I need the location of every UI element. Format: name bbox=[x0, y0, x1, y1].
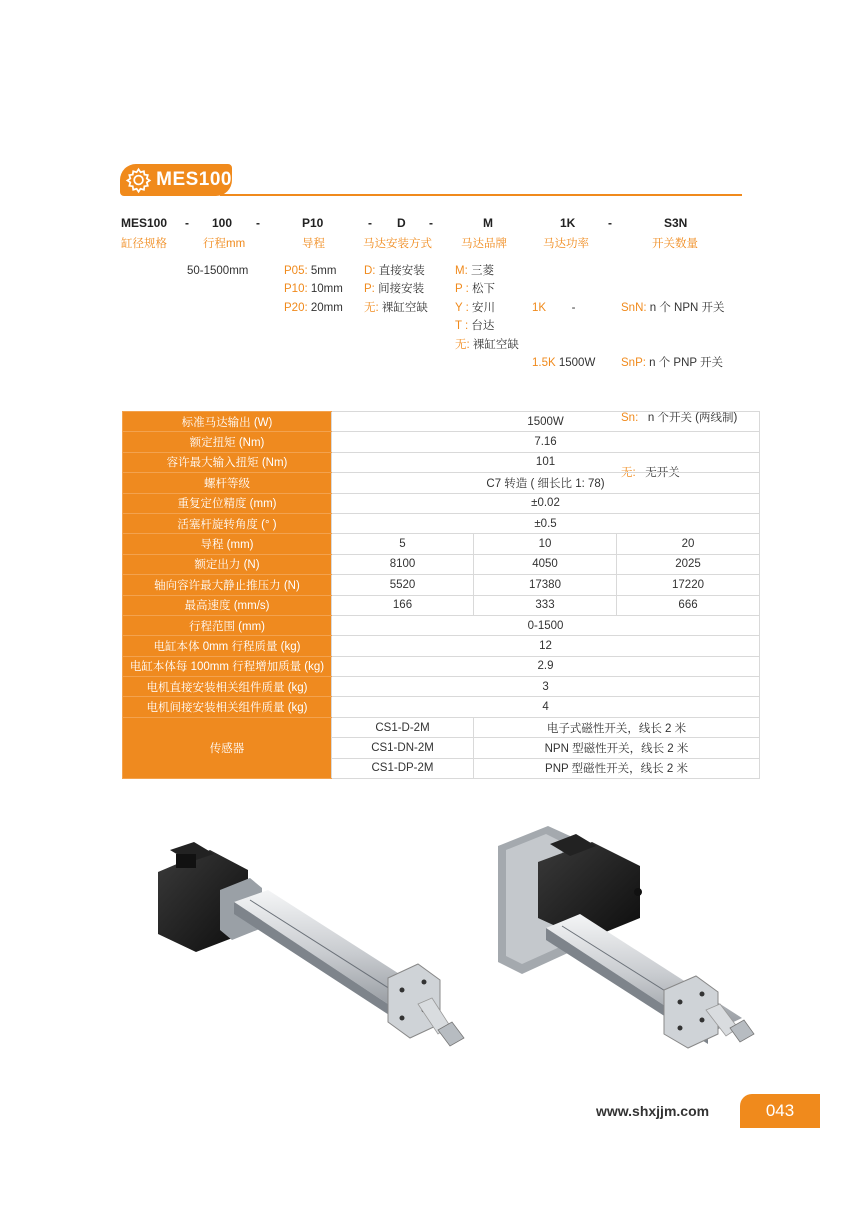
sensor-model: CS1-D-2M bbox=[332, 717, 474, 737]
code-part: S3N bbox=[664, 216, 688, 230]
spec-label: 重复定位精度 (mm) bbox=[123, 493, 332, 513]
table-row bbox=[123, 534, 760, 554]
option-value: - bbox=[546, 301, 576, 314]
code-part: M bbox=[483, 216, 493, 230]
sensor-desc: PNP 型磁性开关，线长 2 米 bbox=[474, 758, 760, 778]
spec-value: 5 bbox=[332, 534, 474, 554]
code-caption: 马达品牌 bbox=[461, 238, 507, 250]
option-value: n 个开关 (两线制) bbox=[638, 412, 738, 425]
website-url: www.shxjjm.com bbox=[596, 1103, 710, 1119]
option-key: SnN: bbox=[621, 301, 647, 314]
option-key: 1.5K bbox=[532, 357, 556, 370]
spec-label: 电缸本体 0mm 行程质量 (kg) bbox=[123, 636, 332, 656]
spec-value: 0-1500 bbox=[332, 615, 760, 635]
code-caption: 马达功率 bbox=[543, 238, 589, 250]
code-caption: 导程 bbox=[302, 238, 325, 250]
page-number: 043 bbox=[740, 1094, 820, 1128]
option-key: D: bbox=[364, 265, 376, 277]
product-image-direct bbox=[150, 840, 480, 1060]
spec-value: 10 bbox=[474, 534, 617, 554]
spec-value: 666 bbox=[617, 595, 760, 615]
sensor-model: CS1-DN-2M bbox=[332, 738, 474, 758]
code-part: D bbox=[397, 216, 406, 230]
spec-value: 20 bbox=[617, 534, 760, 554]
spec-label: 电缸本体每 100mm 行程增加质量 (kg) bbox=[123, 656, 332, 676]
spec-label: 电机间接安装相关组件质量 (kg) bbox=[123, 697, 332, 717]
spec-value: ±0.02 bbox=[332, 493, 760, 513]
table-row bbox=[123, 432, 760, 452]
option-value: 裸缸空缺 bbox=[378, 301, 428, 314]
table-row bbox=[123, 636, 760, 656]
code-part: - bbox=[256, 216, 260, 230]
spec-value: 2.9 bbox=[332, 656, 760, 676]
stroke-option bbox=[187, 262, 248, 280]
lead-options bbox=[284, 262, 343, 317]
spec-label: 最高速度 (mm/s) bbox=[123, 595, 332, 615]
table-row bbox=[123, 554, 760, 574]
spec-label: 容许最大输入扭矩 (Nm) bbox=[123, 452, 332, 472]
table-row bbox=[123, 513, 760, 533]
option-key: T : bbox=[455, 320, 469, 333]
table-row bbox=[123, 697, 760, 717]
spec-label: 行程范围 (mm) bbox=[123, 615, 332, 635]
code-part: MES100 bbox=[121, 216, 168, 230]
option-value: 5mm bbox=[307, 265, 337, 277]
spec-value: 17380 bbox=[474, 575, 617, 595]
option-value: 20mm bbox=[307, 301, 343, 314]
code-caption: 马达安装方式 bbox=[363, 238, 432, 250]
table-row bbox=[123, 412, 760, 432]
code-part: - bbox=[608, 216, 612, 230]
table-row bbox=[123, 677, 760, 697]
option-value: 安川 bbox=[468, 301, 496, 314]
title-badge bbox=[120, 164, 232, 196]
option-key: P05: bbox=[284, 265, 308, 277]
spec-value: 7.16 bbox=[332, 432, 760, 452]
option-value: 10mm bbox=[307, 283, 343, 296]
option-key: 无: bbox=[621, 467, 636, 480]
code-part: 1K bbox=[560, 216, 576, 230]
page-title: MES100 bbox=[156, 169, 232, 190]
power-options bbox=[532, 262, 595, 391]
spec-value: 3 bbox=[332, 677, 760, 697]
option-key: SnP: bbox=[621, 357, 646, 370]
spec-value: 2025 bbox=[617, 554, 760, 574]
table-row bbox=[123, 575, 760, 595]
sensor-model: CS1-DP-2M bbox=[332, 758, 474, 778]
spec-value: 1500W bbox=[332, 412, 760, 432]
spec-value: 5520 bbox=[332, 575, 474, 595]
table-row bbox=[123, 473, 760, 493]
spec-value: 4050 bbox=[474, 554, 617, 574]
option-value: 裸缸空缺 bbox=[469, 338, 519, 351]
table-row bbox=[123, 717, 760, 737]
spec-table bbox=[122, 411, 760, 779]
option-value: 1500W bbox=[555, 357, 596, 370]
code-part: P10 bbox=[302, 216, 324, 230]
option-value: 松下 bbox=[468, 283, 496, 296]
spec-value: C7 转造 ( 细长比 1: 78) bbox=[332, 473, 760, 493]
option-value: 无开关 bbox=[635, 467, 680, 480]
spec-label: 传感器 bbox=[123, 717, 332, 778]
product-image-indirect bbox=[492, 822, 772, 1052]
sensor-desc: NPN 型磁性开关，线长 2 米 bbox=[474, 738, 760, 758]
sensor-desc: 电子式磁性开关，线长 2 米 bbox=[474, 717, 760, 737]
title-underline bbox=[220, 194, 742, 196]
spec-value: 4 bbox=[332, 697, 760, 717]
spec-label: 活塞杆旋转角度 (° ) bbox=[123, 513, 332, 533]
table-row bbox=[123, 615, 760, 635]
option-value: n 个 NPN 开关 bbox=[646, 301, 725, 314]
option-key: P: bbox=[364, 283, 375, 296]
mount-options bbox=[364, 262, 428, 317]
spec-label: 螺杆等级 bbox=[123, 473, 332, 493]
code-part: 100 bbox=[212, 216, 233, 230]
code-part: - bbox=[429, 216, 433, 230]
spec-label: 电机直接安装相关组件质量 (kg) bbox=[123, 677, 332, 697]
code-caption: 缸径规格 bbox=[121, 238, 167, 250]
spec-value: 101 bbox=[332, 452, 760, 472]
option-key: 无: bbox=[364, 301, 379, 314]
option-key: Y : bbox=[455, 301, 469, 314]
option-value: n 个 PNP 开关 bbox=[645, 357, 724, 370]
option-key: Sn: bbox=[621, 412, 639, 425]
spec-label: 标准马达输出 (W) bbox=[123, 412, 332, 432]
gear-icon bbox=[124, 165, 153, 195]
brand-options bbox=[455, 262, 519, 354]
spec-value: 333 bbox=[474, 595, 617, 615]
spec-value: 166 bbox=[332, 595, 474, 615]
spec-label: 导程 (mm) bbox=[123, 534, 332, 554]
table-row bbox=[123, 656, 760, 676]
spec-value: 17220 bbox=[617, 575, 760, 595]
table-row bbox=[123, 595, 760, 615]
option-value: 三菱 bbox=[467, 265, 494, 277]
code-caption: 开关数量 bbox=[652, 238, 698, 250]
option-value: 间接安装 bbox=[374, 283, 425, 296]
option-key: P10: bbox=[284, 283, 308, 296]
option-key: 1K bbox=[532, 301, 547, 314]
code-part: - bbox=[185, 216, 189, 230]
spec-value: ±0.5 bbox=[332, 513, 760, 533]
option-key: M: bbox=[455, 265, 468, 277]
option-key: P : bbox=[455, 283, 469, 296]
option-value: 台达 bbox=[468, 320, 495, 333]
spec-value: 8100 bbox=[332, 554, 474, 574]
stroke-range: 50-1500mm bbox=[187, 265, 249, 277]
spec-label: 轴向容许最大静止推压力 (N) bbox=[123, 575, 332, 595]
spec-value: 12 bbox=[332, 636, 760, 656]
option-value: 直接安装 bbox=[375, 265, 425, 277]
option-key: 无: bbox=[455, 338, 470, 351]
option-key: P20: bbox=[284, 301, 308, 314]
spec-label: 额定出力 (N) bbox=[123, 554, 332, 574]
code-part: - bbox=[368, 216, 372, 230]
code-caption: 行程mm bbox=[203, 238, 246, 250]
table-row bbox=[123, 493, 760, 513]
spec-label: 额定扭矩 (Nm) bbox=[123, 432, 332, 452]
table-row bbox=[123, 452, 760, 472]
